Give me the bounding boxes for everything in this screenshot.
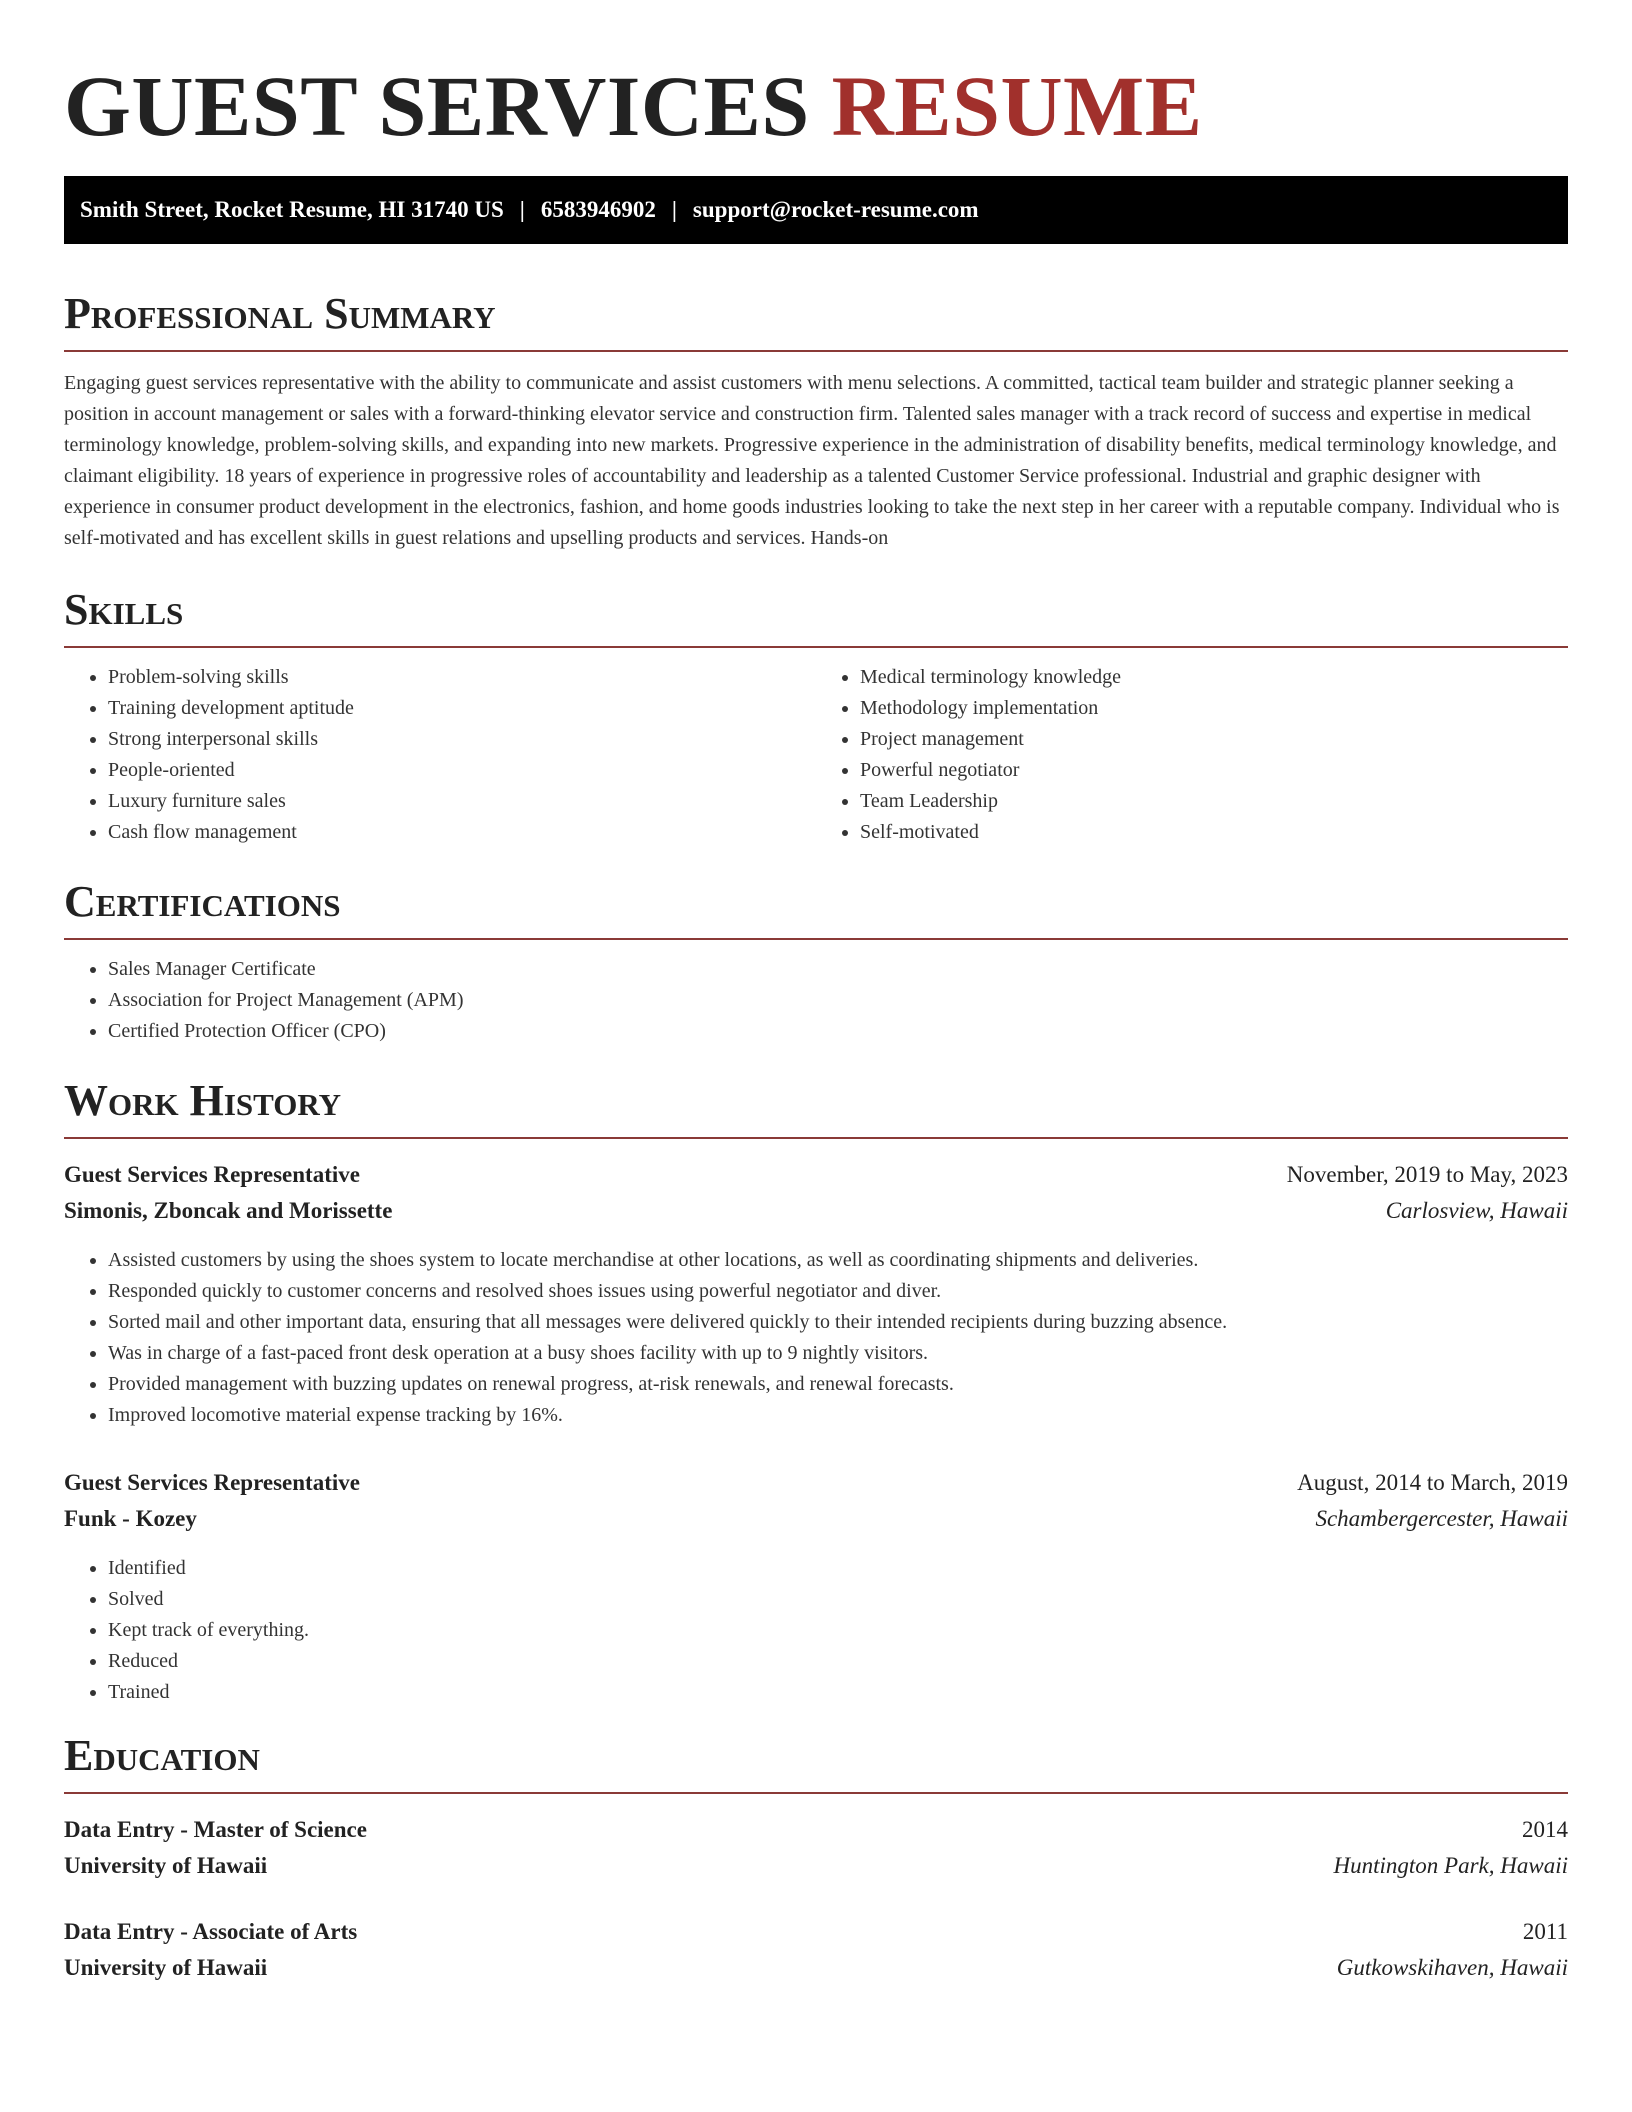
job-duty-item: • Assisted customers by using the shoes system to locate merchandise at other locations, as well as coordinating shipments and deliveries. — [108, 1245, 1568, 1276]
skill-item: • Medical terminology knowledge — [860, 662, 1568, 693]
job-entry — [64, 1465, 1568, 1708]
job-company-row — [64, 1193, 1568, 1229]
job-duty-item: • Reduced — [108, 1646, 1568, 1677]
skills-grid — [64, 648, 1568, 848]
job-duty-item: • Identified — [108, 1553, 1568, 1584]
job-duties-list — [64, 1245, 1568, 1431]
education-degree-row — [64, 1914, 1568, 1950]
skill-item: • Powerful negotiator — [860, 755, 1568, 786]
education-entry — [64, 1812, 1568, 1884]
job-location: Schambergercester, Hawaii — [1315, 1506, 1568, 1531]
resume-title — [64, 0, 1568, 156]
education-location: Gutkowskihaven, Hawaii — [1336, 1955, 1568, 1980]
title-accent: RESUME — [831, 58, 1203, 154]
job-duty-item: • Solved — [108, 1584, 1568, 1615]
certification-item: • Association for Project Management (APM) — [108, 985, 1568, 1016]
job-title-row — [64, 1157, 1568, 1193]
summary-text: Engaging guest services representative with the ability to communicate and assist customers with menu selections. A committed, tactical team builder and strategic planner seeking a position in account management or sales with a forward-thinking elevator service and construction firm. Talented sales manager with a track record of success and expertise in medical terminology knowledge, problem-solving skills, and expanding into new markets. Progressive experience in the administration of disability benefits, medical terminology knowledge, and claimant eligibility. 18 years of experience in progressive roles of accountability and leadership as a talented Customer Service professional. Industrial and graphic designer with experience in consumer product development in the electronics, fashion, and home goods industries looking to take the next step in her career with a reputable company. Individual who is self-motivated and has excellent skills in guest relations and upselling products and services. Hands-on — [64, 372, 1560, 549]
skill-item: • Cash flow management — [108, 817, 816, 848]
skills-list-left — [64, 662, 816, 848]
job-location: Carlosview, Hawaii — [1385, 1198, 1568, 1223]
job-company-row — [64, 1501, 1568, 1537]
certification-item: • Certified Protection Officer (CPO) — [108, 1016, 1568, 1047]
education-entry — [64, 1914, 1568, 1986]
summary-heading: Professional Summary — [64, 288, 1568, 352]
contact-email: support@rocket-resume.com — [692, 197, 979, 222]
education-degree-row — [64, 1812, 1568, 1848]
job-company: Funk - Kozey — [64, 1506, 197, 1531]
skill-item: • People-oriented — [108, 755, 816, 786]
skill-item: • Self-motivated — [860, 817, 1568, 848]
job-duty-item: • Trained — [108, 1677, 1568, 1708]
job-duty-item: • Provided management with buzzing updates on renewal progress, at-risk renewals, and renewal forecasts. — [108, 1369, 1568, 1400]
education-degree: Data Entry - Associate of Arts — [64, 1919, 358, 1944]
skills-list-right — [816, 662, 1568, 848]
education-school-row — [64, 1848, 1568, 1884]
contact-address: Smith Street, Rocket Resume, HI 31740 US — [80, 197, 504, 222]
job-dates: August, 2014 to March, 2019 — [1297, 1470, 1568, 1495]
skill-item: • Methodology implementation — [860, 693, 1568, 724]
job-duty-item: • Was in charge of a fast-paced front desk operation at a busy shoes facility with up to 9 nightly visitors. — [108, 1338, 1568, 1369]
skill-item: • Strong interpersonal skills — [108, 724, 816, 755]
contact-phone: 6583946902 — [540, 197, 656, 222]
job-duty-item: • Improved locomotive material expense tracking by 16%. — [108, 1400, 1568, 1431]
contact-separator: | — [671, 197, 677, 222]
skill-item: • Training development aptitude — [108, 693, 816, 724]
job-company: Simonis, Zboncak and Morissette — [64, 1198, 393, 1223]
job-title: Guest Services Representative — [64, 1162, 360, 1187]
job-dates: November, 2019 to May, 2023 — [1286, 1162, 1568, 1187]
education-location: Huntington Park, Hawaii — [1333, 1853, 1568, 1878]
skills-heading: Skills — [64, 584, 1568, 648]
certifications-list — [64, 954, 1568, 1047]
education-school: University of Hawaii — [64, 1853, 268, 1878]
title-main: GUEST SERVICES — [64, 58, 810, 154]
education-school: University of Hawaii — [64, 1955, 268, 1980]
certifications-heading: Certifications — [64, 876, 1568, 940]
certification-item: • Sales Manager Certificate — [108, 954, 1568, 985]
contact-bar — [64, 176, 1568, 244]
work-history-heading: Work History — [64, 1075, 1568, 1139]
contact-separator: | — [519, 197, 525, 222]
job-duty-item: • Responded quickly to customer concerns and resolved shoes issues using powerful negotiator and diver. — [108, 1276, 1568, 1307]
education-degree: Data Entry - Master of Science — [64, 1817, 367, 1842]
education-year: 2014 — [1522, 1817, 1568, 1842]
education-school-row — [64, 1950, 1568, 1986]
job-entry — [64, 1157, 1568, 1431]
skill-item: • Luxury furniture sales — [108, 786, 816, 817]
job-duties-list — [64, 1553, 1568, 1708]
job-title: Guest Services Representative — [64, 1470, 360, 1495]
skill-item: • Project management — [860, 724, 1568, 755]
job-duty-item: • Kept track of everything. — [108, 1615, 1568, 1646]
job-duty-item: • Sorted mail and other important data, ensuring that all messages were delivered quickly to their intended recipients during buzzing absence. — [108, 1307, 1568, 1338]
skill-item: • Problem-solving skills — [108, 662, 816, 693]
education-year: 2011 — [1522, 1919, 1568, 1944]
job-title-row — [64, 1465, 1568, 1501]
skill-item: • Team Leadership — [860, 786, 1568, 817]
education-heading: Education — [64, 1730, 1568, 1794]
